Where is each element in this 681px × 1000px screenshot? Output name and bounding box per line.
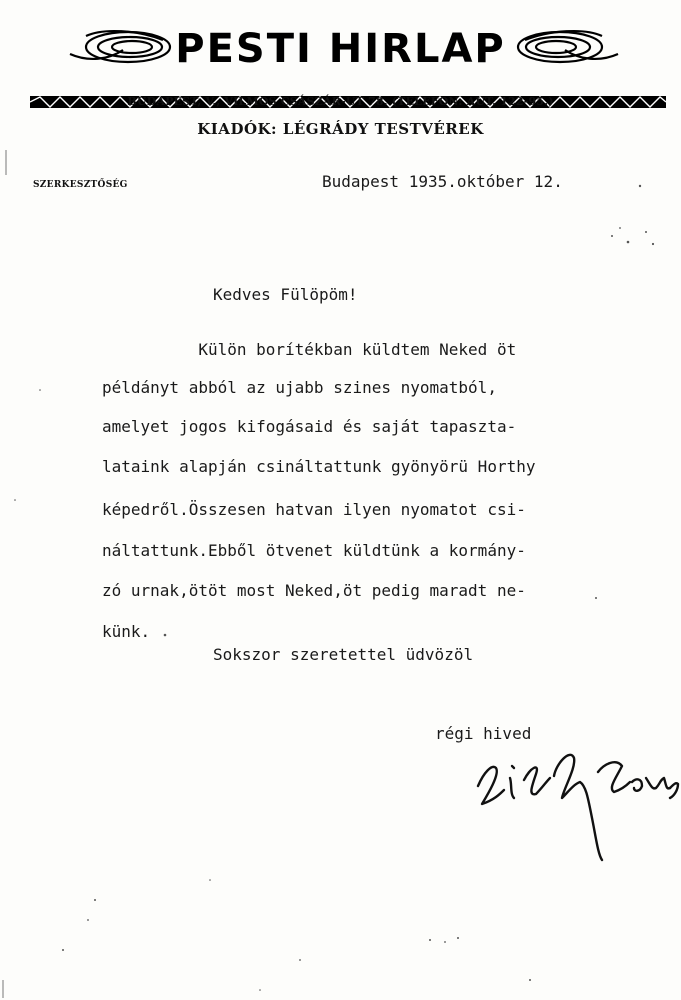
letter-body-line: náltattunk.Ebből ötvenet küldtünk a kormány- [102,541,526,560]
letter-date: Budapest 1935.október 12. [322,172,563,191]
letter-closing: Sokszor szeretettel üdvözöl [213,645,474,664]
ornament-swirl-right-icon [510,22,620,72]
handwritten-signature [470,738,680,868]
letterhead [0,18,681,88]
letter-body-line: példányt abból az ujabb szines nyomatból, [102,378,497,397]
letter-body-line: amelyet jogos kifogásaid és saját tapaszta- [102,417,517,436]
letter-body-line: Külön borítékban küldtem Neked öt [102,340,517,359]
letter-body-line: lataink alapján csináltattunk gyönyörü Horthy [102,457,536,476]
letter-body-line: künk. [102,622,151,641]
letterhead-publishers: KIADÓK: LÉGRÁDY TESTVÉREK [197,120,484,138]
letter-body-line: képedről.Összesen hatvan ilyen nyomatot csi- [102,500,526,519]
letterhead-address: BUDAPEST, V., VILMOS CSÁSZÁR-UT 78. (TELEFON: AUT. 122-95.) [127,95,554,108]
newspaper-name: PESTI HIRLAP [175,26,506,72]
department-label: SZERKESZTŐSÉG [33,180,128,190]
letter-salutation: Kedves Fülöpöm! [213,285,358,304]
letter-signoff: régi hived [435,724,532,743]
letter-body-line: zó urnak,ötöt most Neked,öt pedig maradt ne- [102,581,526,600]
